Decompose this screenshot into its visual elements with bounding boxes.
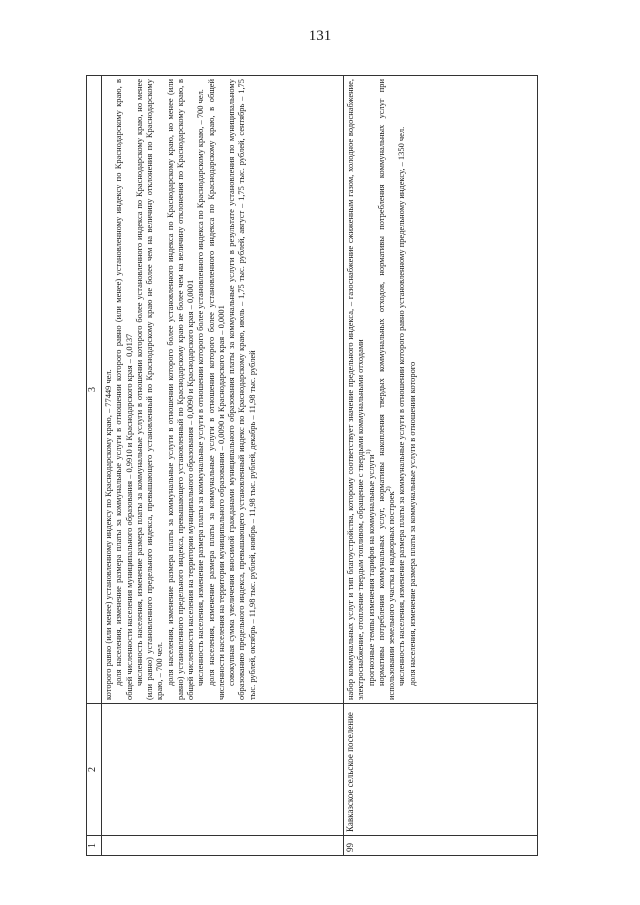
row-number (102, 836, 344, 856)
paragraph: численность населения, изменение размера платы за коммунальные услуги в отношении которого более установленного индекса по Краснодарскому краю, но менее (или равно) установленного предельного индекса, превышающего установленный по Краснодарскому краю не более чем на величину отклонения по Краснодарскому краю, – 700 чел. (133, 79, 165, 700)
paragraph: набор коммунальных услуг и тип благоустройства, которому соответствует значение предельного индекса, – газоснабжение сжиженным газом, холодное водоснабжение, электроснабжение, отопление твердым топливом, обращение с твердыми коммунальными отходами (345, 79, 366, 700)
row-number: 99 (344, 836, 538, 856)
paragraph-text: прогнозные темпы изменения тарифов на коммунальные услуги (365, 454, 376, 686)
table-row-continued (102, 76, 344, 856)
paragraph (366, 79, 376, 700)
header-col-3: 3 (87, 76, 102, 704)
table-header-row (87, 76, 102, 856)
paragraph (376, 79, 397, 700)
page-number: 131 (308, 28, 332, 44)
rotated-table-container (86, 76, 538, 856)
table-row-99 (344, 76, 538, 856)
footnote-mark-2: 2) (386, 486, 393, 492)
header-col-1: 1 (87, 836, 102, 856)
settlement-name (102, 704, 344, 836)
row-description (102, 76, 344, 704)
paragraph: доля населения, изменение размера платы за коммунальные услуги в отношении которого более установленного индекса по Краснодарскому краю, в общей численности населения на территории муниципального образования – 0,0090 и Краснодарского края – 0,0001 (205, 79, 226, 700)
paragraph: численность населения, изменение размера платы за коммунальные услуги в отношении которого более установленного индекса по Краснодарскому краю, – 700 чел. (195, 89, 206, 686)
paragraph: численность населения, изменение размера платы за коммунальные услуги в отношении которого равно установленному предельному индексу, – 1350 чел. (396, 126, 407, 686)
paragraph: которого равно (или менее) установленному индексу по Краснодарскому краю, – 77449 чел. (103, 369, 113, 700)
header-col-2: 2 (87, 704, 102, 836)
paragraph: доля населения, изменение размера платы за коммунальные услуги в отношении которого равно (или менее) установленному индексу по Краснодарскому краю, в общей численности населения муниципального образования – 0,9910 и Краснодарского края – 0,0137 (113, 79, 134, 700)
paragraph: доля населения, изменение размера платы за коммунальные услуги в отношении которого (406, 361, 417, 686)
paragraph: совокупная сумма увеличения вносимой гражданами муниципального образования платы за коммунальные услуги в результате установления по муниципальному образованию предельного индекса, превышающего установленный индекс по Краснодарскому краю, июль – 1,75 тыс. рублей, август – 1,75 тыс. рублей, сентябрь – 1,75 тыс. рублей, октябрь – 11,98 тыс. рублей, ноябрь – 11,98 тыс. рублей, декабрь – 11,98 тыс. рублей (226, 79, 257, 700)
settlement-name: Кавказское сельское поселение (344, 704, 538, 836)
row-description (344, 76, 538, 704)
paragraph-text: нормативы потребления коммунальных услуг, нормативы накопления твердых коммунальных отходов, нормативы потребления коммунальных услуг при использовании земельного участка и надворных построек (375, 79, 396, 700)
footnote-mark-1: 1) (365, 449, 372, 455)
data-table (86, 75, 538, 856)
paragraph: доля населения, изменение размера платы за коммунальные услуги в отношении которого более установленного индекса по Краснодарскому краю, но менее (или равно) установленного предельного индекса, превышающего установленный по Краснодарскому краю не более чем на величину отклонения по Краснодарскому краю, в общей численности населения на территории муниципального образования – 0,0090 и Краснодарского края – 0,0001 (164, 79, 195, 700)
